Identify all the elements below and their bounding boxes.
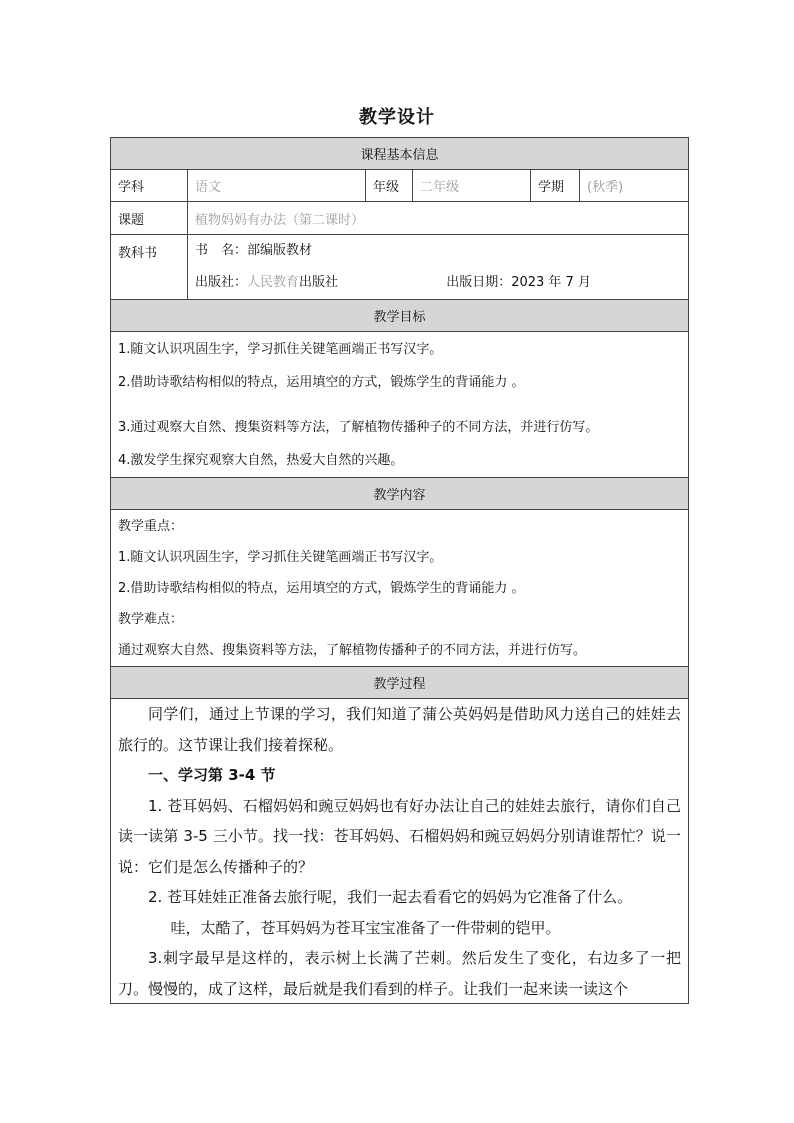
- objectives-cell: [111, 332, 689, 478]
- pub-date-value: 2023 年 7 月: [511, 275, 591, 290]
- difficult-point-text: 通过观察大自然、搜集资料等方法，了解植物传播种子的不同方法，并进行仿写。: [118, 642, 587, 658]
- subject-label: 学科: [111, 170, 188, 202]
- process-paragraph: 3.刺字最早是这样的，表示树上长满了芒刺。然后发生了变化，右边多了一把刀。慢慢的，成了这样，最后就是我们看到的样子。让我们一起来读一读这个: [118, 949, 682, 998]
- lesson-plan-table: [110, 137, 689, 1004]
- textbook-label: 教科书: [111, 235, 188, 300]
- book-name-line: 书 名：部编版教材: [195, 243, 313, 258]
- objective-item: 4.激发学生探究观察大自然，热爱大自然的兴趣。: [118, 452, 404, 468]
- topic-label: 课题: [111, 202, 188, 235]
- publisher-prefix: 出版社：: [195, 275, 248, 290]
- document-title: 教学设计: [359, 107, 435, 128]
- textbook-info: [188, 235, 689, 300]
- process-cell: [111, 699, 689, 1004]
- content-header: 教学内容: [111, 478, 689, 510]
- objective-item: 2.借助诗歌结构相似的特点，运用填空的方式，锻炼学生的背诵能力 。: [118, 374, 525, 390]
- content-cell: [111, 510, 689, 667]
- publisher-value: 人民教育: [247, 275, 300, 290]
- key-point-item: 2.借助诗歌结构相似的特点，运用填空的方式，锻炼学生的背诵能力 。: [118, 580, 525, 596]
- basic-info-header: 课程基本信息: [111, 138, 689, 170]
- publisher-line: [195, 267, 681, 299]
- objectives-header: 教学目标: [111, 300, 689, 332]
- process-paragraph: 2. 苍耳娃娃正准备去旅行呢，我们一起去看看它的妈妈为它准备了什么。: [148, 888, 633, 906]
- process-paragraph: 同学们，通过上节课的学习，我们知道了蒲公英妈妈是借助风力送自己的娃娃去旅行的。这节课让我们接着探秘。: [118, 705, 682, 754]
- process-paragraph: 1. 苍耳妈妈、石榴妈妈和豌豆妈妈也有好办法让自己的娃娃去旅行，请你们自己读一读第 3-5 三小节。找一找：苍耳妈妈、石榴妈妈和豌豆妈妈分别请谁帮忙？说一说：它们是怎么传播种子的？: [118, 796, 682, 876]
- objective-item: 1.随文认识巩固生字，学习抓住关键笔画端正书写汉字。: [118, 341, 443, 357]
- term-value: (秋季): [580, 170, 689, 202]
- topic-value: 植物妈妈有办法（第二课时）: [188, 202, 689, 235]
- pub-date-label: 出版日期：: [446, 275, 512, 290]
- subject-value: 语文: [188, 170, 366, 202]
- process-body: [118, 699, 681, 1003]
- objective-item: 3.通过观察大自然、搜集资料等方法，了解植物传播种子的不同方法，并进行仿写。: [118, 419, 599, 435]
- key-point-item: 1.随文认识巩固生字，学习抓住关键笔画端正书写汉字。: [118, 549, 443, 565]
- publisher-suffix: 出版社: [299, 275, 339, 290]
- term-label: 学期: [531, 170, 580, 202]
- grade-label: 年级: [366, 170, 413, 202]
- process-paragraph: 哇，太酷了，苍耳妈妈为苍耳宝宝准备了一件带刺的铠甲。: [170, 918, 561, 937]
- difficult-points-label: 教学难点：: [118, 611, 184, 627]
- process-header: 教学过程: [111, 667, 689, 699]
- section-heading: 一、学习第 3-4 节: [148, 766, 276, 784]
- publication-date: [446, 267, 591, 299]
- grade-value: 二年级: [413, 170, 531, 202]
- key-points-label: 教学重点：: [118, 518, 184, 534]
